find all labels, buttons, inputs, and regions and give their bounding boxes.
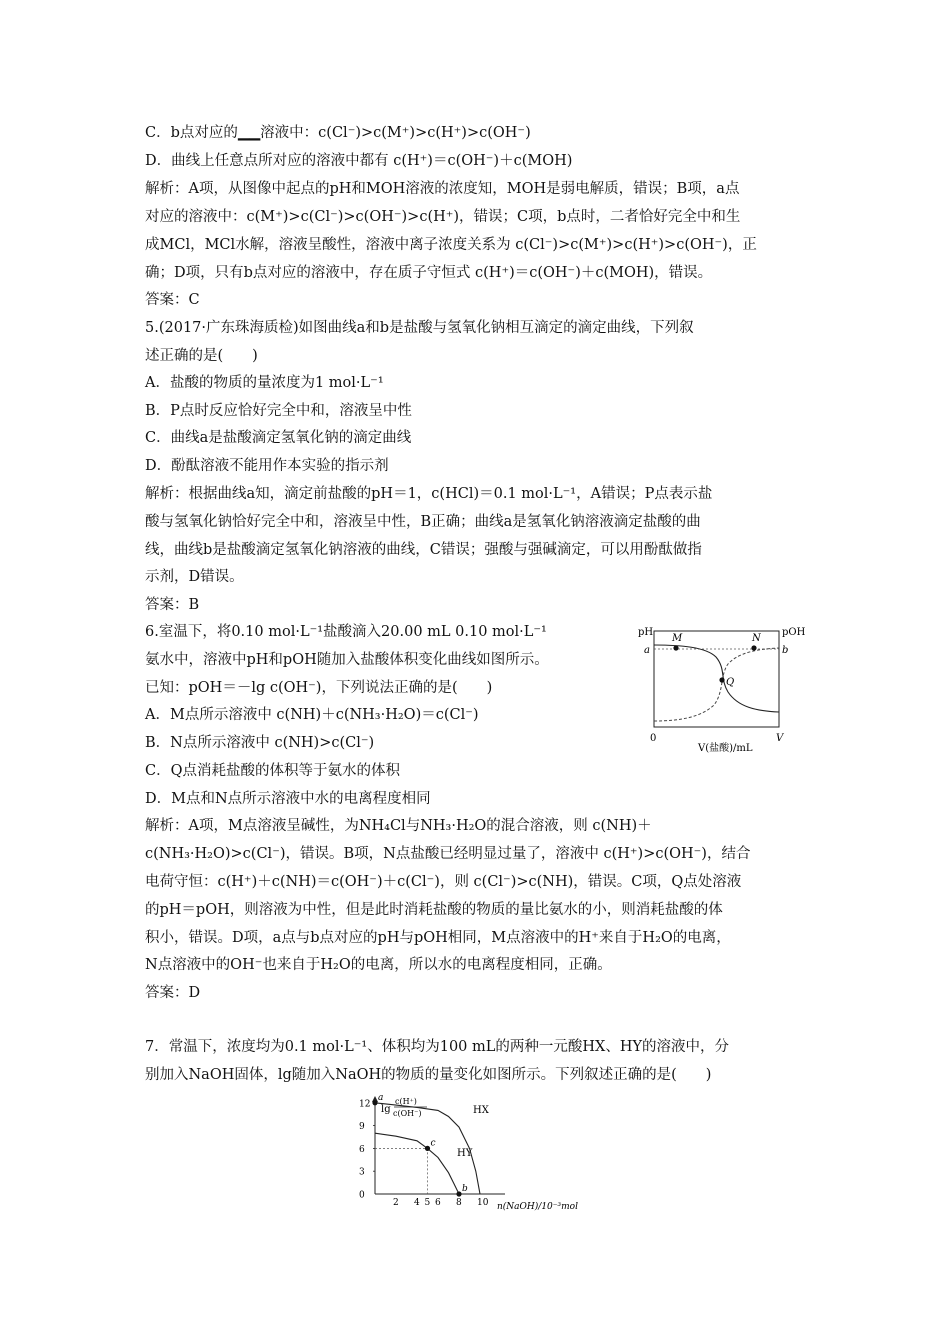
q7-y-tick-label: 6 (359, 1144, 365, 1155)
q7-y-label-lg: lg (381, 1104, 391, 1115)
q7-point-b (456, 1191, 461, 1196)
q5-analysis-line: 示剂，D错误。 (145, 569, 244, 585)
q6-answer: 答案：D (145, 985, 201, 1001)
q7-label-hy: HY (457, 1148, 473, 1159)
q6-origin-label: 0 (650, 733, 657, 744)
q4-option-c: C．b点对应的▁▁溶液中：c(Cl⁻)>c(M⁺)>c(H⁺)>c(OH⁻) (145, 125, 531, 141)
q7-label-hx: HX (473, 1105, 489, 1116)
q5-analysis-line: 解析：根据曲线a知，滴定前盐酸的pH＝1，c(HCl)＝0.1 mol·L⁻¹，A错误；P点表示盐 (145, 486, 713, 502)
q7-point-label-b: b (462, 1184, 468, 1194)
q6-label-b: b (782, 645, 789, 656)
q4-analysis-line: 解析：A项，从图像中起点的pH和MOH溶液的浓度知，MOH是弱电解质，错误；B项，a点 (145, 181, 740, 197)
q5-stem-line: 述正确的是( ) (145, 348, 258, 364)
q7-y-tick-label: 3 (359, 1167, 365, 1178)
q4-analysis-line: 确；D项，只有b点对应的溶液中，存在质子守恒式 c(H⁺)＝c(OH⁻)＋c(MOH)，错误。 (145, 265, 713, 281)
q7-stem-line: 别加入NaOH固体，lg随加入NaOH的物质的量变化如图所示。下列叙述正确的是( ) (145, 1067, 712, 1083)
q5-option-c: C．曲线a是盐酸滴定氢氧化钠的滴定曲线 (145, 430, 412, 446)
q6-analysis-line: 解析：A项，M点溶液呈碱性，为NH₄Cl与NH₃·H₂O的混合溶液，则 c(NH)＋ (145, 818, 652, 834)
q6-label-a: a (644, 645, 650, 656)
q6-x-end-label: V (776, 733, 784, 744)
q6-analysis-line: 电荷守恒：c(H⁺)＋c(NH)＝c(OH⁻)＋c(Cl⁻)，则 c(Cl⁻)>c(NH)，错误。C项，Q点处溶液 (145, 874, 742, 890)
q5-analysis-line: 线，曲线b是盐酸滴定氢氧化钠溶液的曲线，C错误；强酸与强碱滴定，可以用酚酞做指 (145, 542, 702, 558)
q5-analysis-line: 酸与氢氧化钠恰好完全中和，溶液呈中性，B正确；曲线a是氢氧化钠溶液滴定盐酸的曲 (145, 514, 701, 530)
q5-answer: 答案：B (145, 597, 200, 613)
q6-analysis-line: 的pH＝pOH，则溶液为中性，但是此时消耗盐酸的物质的量比氨水的小，则消耗盐酸的体 (145, 902, 723, 918)
q7-y-label-denominator: c(OH⁻) (393, 1109, 422, 1118)
q4-analysis-line: 对应的溶液中：c(M⁺)>c(Cl⁻)>c(OH⁻)>c(H⁺)，错误；C项，b点时，二者恰好完全中和生 (145, 209, 741, 225)
q6-y-right-label: pOH (782, 627, 806, 638)
q6-analysis-line: N点溶液中的OH⁻也来自于H₂O的电离，所以水的电离程度相同，正确。 (145, 957, 612, 973)
q6-y-left-label: pH (638, 627, 654, 638)
q6-label-n: N (752, 633, 761, 644)
q6-option-b: B．N点所示溶液中 c(NH)>c(Cl⁻) (145, 735, 375, 751)
q7-series-hy (375, 1133, 459, 1194)
q6-stem-line: 6.室温下，将0.10 mol·L⁻¹盐酸滴入20.00 mL 0.10 mol·L⁻¹ (145, 624, 547, 640)
q4-answer: 答案：C (145, 292, 200, 308)
q4-option-d: D．曲线上任意点所对应的溶液中都有 c(H⁺)＝c(OH⁻)＋c(MOH) (145, 153, 573, 169)
q7-x-tick-label: 8 (456, 1198, 462, 1208)
q6-label-m: M (672, 633, 683, 644)
q6-titration-figure (636, 617, 816, 757)
q6-stem-line: 氨水中，溶液中pH和pOH随加入盐酸体积变化曲线如图所示。 (145, 652, 549, 668)
q5-stem-line: 5.(2017·广东珠海质检)如图曲线a和b是盐酸与氢氧化钠相互滴定的滴定曲线，下列叙 (145, 320, 694, 336)
q5-option-d: D．酚酞溶液不能用作本实验的指示剂 (145, 458, 389, 474)
q6-analysis-line: c(NH₃·H₂O)>c(Cl⁻)，错误。B项，N点盐酸已经明显过量了，溶液中 c(H⁺)>c(OH⁻)，结合 (145, 846, 751, 862)
q6-analysis-line: 积小，错误。D项，a点与b点对应的pH与pOH相同，M点溶液中的H⁺来自于H₂O的电离， (145, 930, 731, 946)
q7-y-tick-label: 12 (359, 1099, 371, 1110)
q7-lg-ratio-chart (355, 1092, 605, 1222)
q6-point-n (751, 645, 756, 650)
q6-point-m (673, 645, 678, 650)
q7-point-label-c: c (430, 1138, 436, 1149)
q6-stem-line: 已知：pOH＝－lg c(OH⁻)，下列说法正确的是( ) (145, 680, 493, 696)
q7-x-tick-label: 10 (477, 1198, 489, 1208)
q4-analysis-line: 成MCl，MCl水解，溶液呈酸性，溶液中离子浓度关系为 c(Cl⁻)>c(M⁺)>c(H⁺)>c(OH⁻)，正 (145, 237, 757, 253)
q7-point-c (425, 1146, 430, 1151)
q6-label-q: Q (726, 677, 735, 688)
q6-option-d: D．M点和N点所示溶液中水的电离程度相同 (145, 791, 431, 807)
q7-x-axis-label: n(NaOH)/10⁻³mol (497, 1202, 578, 1212)
q6-point-q (719, 677, 724, 682)
q7-stem-line: 7．常温下，浓度均为0.1 mol·L⁻¹、体积均为100 mL的两种一元酸HX、HY的溶液中，分 (145, 1039, 730, 1055)
q6-x-axis-label: V(盐酸)/mL (698, 743, 753, 754)
q7-x-tick-label: 6 (435, 1198, 441, 1208)
q5-option-b: B．P点时反应恰好完全中和，溶液呈中性 (145, 403, 412, 419)
q6-option-c: C．Q点消耗盐酸的体积等于氨水的体积 (145, 763, 400, 779)
q7-x-tick-label: 5 (424, 1198, 431, 1208)
q7-x-tick-label: 4 (414, 1198, 420, 1208)
q7-y-tick-label: 9 (359, 1122, 365, 1133)
q5-option-a: A．盐酸的物质的量浓度为1 mol·L⁻¹ (145, 375, 384, 391)
q7-point-label-a: a (378, 1092, 384, 1103)
q7-y-label-numerator: c(H⁺) (395, 1097, 417, 1106)
q6-option-a: A．M点所示溶液中 c(NH)＋c(NH₃·H₂O)＝c(Cl⁻) (145, 707, 479, 723)
q7-point-a (372, 1100, 377, 1105)
q7-y-tick-label: 0 (359, 1190, 365, 1201)
q7-x-tick-label: 2 (393, 1198, 399, 1208)
